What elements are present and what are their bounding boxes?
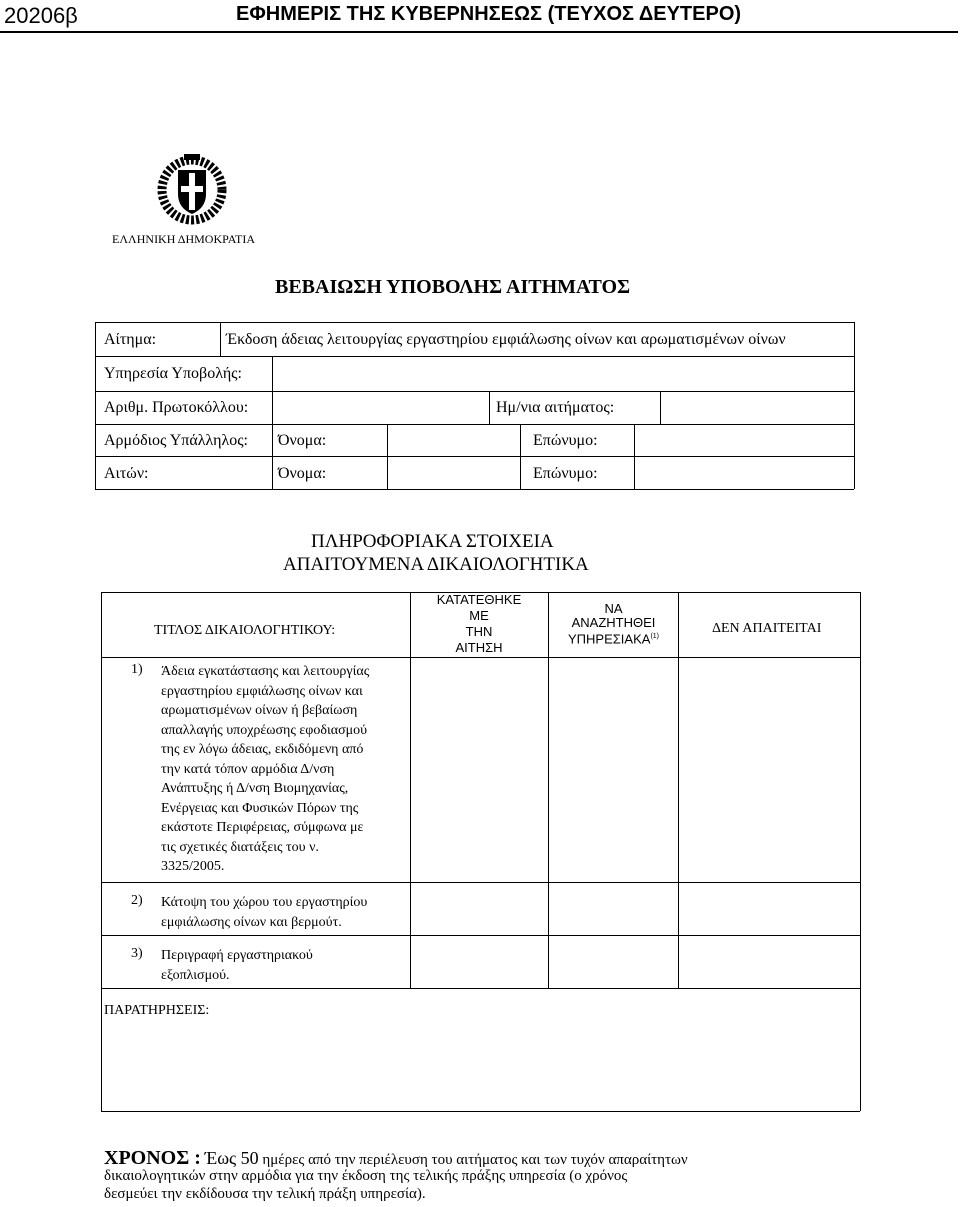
col-submitted-line: ΚΑΤΑΤΕΘΗΚΕ xyxy=(436,592,522,607)
col-title-header: ΤΙΤΛΟΣ ΔΙΚΑΙΟΛΟΓΗΤΙΚΟΥ: xyxy=(154,623,336,638)
time-label: ΧΡΟΝΟΣ : xyxy=(104,1147,201,1169)
request-label: Αίτημα: xyxy=(104,331,157,348)
time-lead: Έως 50 xyxy=(204,1148,259,1168)
header-rule xyxy=(0,31,958,33)
info-title-1: ΠΛΗΡΟΦΟΡΙΑΚΑ ΣΤΟΙΧΕΙΑ xyxy=(311,531,554,552)
gazette-title: ΕΦΗΜΕΡΙΣ ΤΗΣ ΚΥΒΕΡΝΗΣΕΩΣ (ΤΕΥΧΟΣ ΔΕΥΤΕΡΟ) xyxy=(236,3,742,25)
col-search-line: ΝΑ xyxy=(604,601,623,616)
col-search-line: ΑΝΑΖΗΤΗΘΕΙ xyxy=(571,615,656,630)
col-search-note: (1) xyxy=(650,633,659,640)
col-search-header xyxy=(549,602,678,646)
emblem-caption: ΕΛΛΗΝΙΚΗ ΔΗΜΟΚΡΑΤΙΑ xyxy=(112,232,256,246)
footer-line-2: δικαιολογητικών στην αρμόδια για την έκδοση της τελικής πράξης υπηρεσία (ο χρόνος xyxy=(104,1168,628,1184)
time-rest: ημέρες από την περιέλευση του αιτήματος και των τυχόν απαραίτητων xyxy=(262,1152,688,1168)
officer-surname-label: Επώνυμο: xyxy=(533,432,598,449)
col-not-required-header: ΔΕΝ ΑΠΑΙΤΕΙΤΑΙ xyxy=(712,621,822,636)
col-submitted-line: ΜΕ xyxy=(469,608,489,623)
remarks-label: ΠΑΡΑΤΗΡΗΣΕΙΣ: xyxy=(104,1003,210,1018)
item-text: Περιγραφή εργαστηριακού εξοπλισμού. xyxy=(161,948,313,983)
col-submitted-line: ΑΙΤΗΣΗ xyxy=(455,640,503,655)
service-label: Υπηρεσία Υποβολής: xyxy=(104,365,242,382)
item-text: Άδεια εγκατάστασης και λειτουργίας εργαστηρίου εμφιάλωσης οίνων και αρωματισμένων οίνων ή βεβαίωση απαλλαγής υποχρέωσης εφοδιασμού της εν λόγω άδειας, εκδιδόμενη από την κατά τόπον αρμόδια Δ/νση Ανάπτυξης ή Δ/νση Βιομηχανίας, Ενέργειας και Φυσικών Πόρων της εκάστοτε Περιφέρειας, σύμφωνα με τις σχετικές διατάξεις του ν. 3325/2005. xyxy=(161,664,370,874)
greek-coat-of-arms-icon xyxy=(154,152,230,226)
item-number: 1) xyxy=(131,662,143,677)
document-title: ΒΕΒΑΙΩΣΗ ΥΠΟΒΟΛΗΣ ΑΙΤΗΜΑΤΟΣ xyxy=(275,276,631,298)
applicant-label: Αιτών: xyxy=(104,465,149,482)
item-number: 2) xyxy=(131,893,143,908)
item-text: Κάτοψη του χώρου του εργαστηρίου εμφιάλωσης οίνων και βερμούτ. xyxy=(161,895,368,930)
date-label: Ημ/νια αιτήματος: xyxy=(496,399,615,416)
col-submitted-header xyxy=(411,592,547,656)
officer-name-label: Όνομα: xyxy=(278,432,327,449)
protocol-label: Αριθμ. Πρωτοκόλλου: xyxy=(104,399,249,416)
officer-label: Αρμόδιος Υπάλληλος: xyxy=(104,432,248,449)
applicant-name-label: Όνομα: xyxy=(278,465,327,482)
footer-line-1 xyxy=(104,1147,688,1170)
col-search-line: ΥΠΗΡΕΣΙΑΚΑ xyxy=(567,631,651,647)
info-title-2: ΑΠΑΙΤΟΥΜΕΝΑ ΔΙΚΑΙΟΛΟΓΗΤΙΚΑ xyxy=(283,554,589,575)
applicant-surname-label: Επώνυμο: xyxy=(533,465,598,482)
footer-line-3: δεσμεύει την εκδίδουσα την τελική πράξη υπηρεσία). xyxy=(104,1186,426,1202)
request-value: Έκδοση άδειας λειτουργίας εργαστηρίου εμφιάλωσης οίνων και αρωματισμένων οίνων xyxy=(226,331,786,348)
page-number: 20206β xyxy=(4,3,78,28)
col-submitted-line: ΤΗΝ xyxy=(465,624,493,639)
item-number: 3) xyxy=(131,946,143,961)
